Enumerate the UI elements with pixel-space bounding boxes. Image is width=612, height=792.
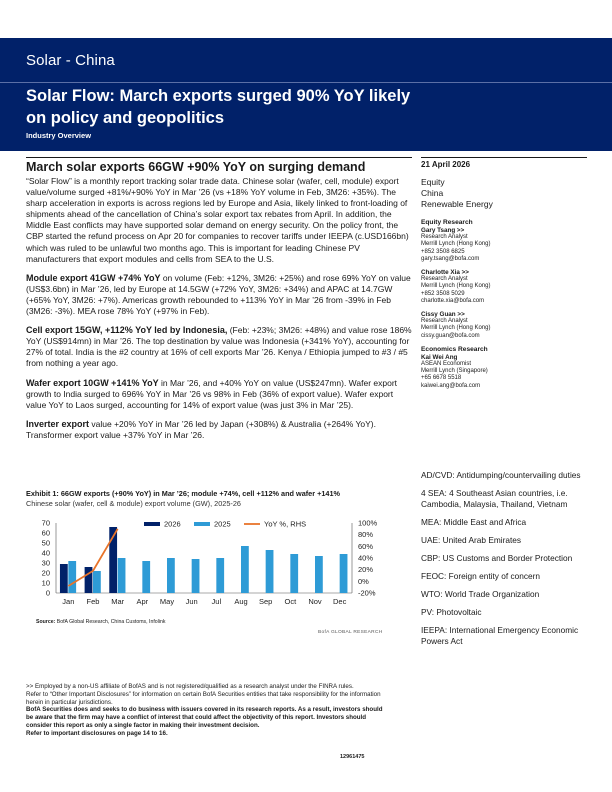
definition-item: AD/CVD: Antidumping/countervailing duties — [421, 470, 581, 480]
bar-2025 — [340, 554, 348, 593]
analyst-email[interactable]: gary.tsang@bofa.com — [421, 255, 480, 262]
report-title: Solar Flow: March exports surged 90% YoY likely on policy and geopolitics — [26, 87, 411, 127]
y-left-tick-label: 40 — [41, 548, 50, 558]
economist-email[interactable]: kaiwei.ang@bofa.com — [421, 382, 481, 389]
inverter-paragraph — [26, 419, 412, 441]
main-divider — [26, 157, 412, 158]
y-left-tick-label: 0 — [45, 588, 50, 598]
y-right-tick-label: 40% — [358, 553, 374, 563]
economist-firm: Merrill Lynch (Singapore) — [421, 368, 488, 375]
exhibit-subtitle: Chinese solar (wafer, cell & module) export volume (GW), 2025-26 — [26, 499, 241, 508]
export-volume-chart — [26, 515, 412, 619]
analyst-role: Research Analyst — [421, 234, 468, 241]
exhibit-source — [36, 619, 165, 625]
legend-label: 2025 — [214, 519, 231, 529]
sector-label: Solar - China — [26, 52, 115, 69]
bar-2026 — [60, 564, 68, 593]
analyst-name: Cissy Guan >> — [421, 311, 465, 319]
main-column — [26, 160, 412, 449]
y-right-tick-label: -20% — [358, 588, 376, 598]
definition-item: PV: Photovoltaic — [421, 607, 482, 617]
economist-role: ASEAN Economist — [421, 361, 472, 368]
analyst-card — [421, 269, 587, 305]
analyst-card — [421, 227, 587, 263]
definition-item: UAE: United Arab Emirates — [421, 535, 522, 545]
analyst-email[interactable]: charlotte.xia@bofa.com — [421, 297, 485, 304]
category-item: Equity — [421, 177, 445, 187]
analyst-role: Research Analyst — [421, 276, 468, 283]
x-tick-label: Apr — [136, 597, 149, 606]
definition-item: CBP: US Customs and Border Protection — [421, 553, 573, 563]
footer-affiliate-note: >> Employed by a non-US affiliate of BofAS and is not registered/qualified as a research analyst under the FINRA rules. — [26, 683, 354, 690]
definition-item: IEEPA: International Emergency Economic Powers Act — [421, 625, 579, 646]
y-right-tick-label: 100% — [358, 518, 378, 528]
definition-item: MEA: Middle East and Africa — [421, 517, 527, 527]
lead-heading: March solar exports 66GW +90% YoY on surging demand — [26, 160, 366, 174]
y-left-tick-label: 50 — [41, 538, 50, 548]
bar-2025 — [167, 558, 175, 593]
wafer-paragraph — [26, 378, 412, 411]
y-left-tick-label: 30 — [41, 558, 50, 568]
y-right-tick-label: 80% — [358, 530, 374, 540]
sidebar — [421, 160, 587, 396]
analyst-firm: Merrill Lynch (Hong Kong) — [421, 283, 491, 290]
wafer-text: in Mar ’26, and +40% YoY on value (US$247mn). Wafer export growth to India surged to 696% YoY in Mar ’26 vs 98% in Feb (36% of export value). Wafer export value YoY to Laos surged, accounting for 14% of export value (was just 3% in Mar ’25). — [26, 377, 398, 410]
x-tick-label: Oct — [284, 597, 297, 606]
x-tick-label: Feb — [86, 597, 100, 606]
analyst-firm: Merrill Lynch (Hong Kong) — [421, 325, 491, 332]
bar-2025 — [93, 571, 101, 593]
legend-label: YoY %, RHS — [264, 519, 307, 529]
category-list — [421, 177, 587, 210]
legend-swatch-2026 — [144, 522, 160, 526]
analyst-card — [421, 311, 587, 340]
analyst-firm: Merrill Lynch (Hong Kong) — [421, 241, 491, 248]
x-tick-label: Aug — [234, 597, 248, 606]
y-left-tick-label: 60 — [41, 528, 50, 538]
x-tick-label: Jun — [185, 597, 198, 606]
module-paragraph — [26, 273, 412, 317]
x-tick-label: May — [159, 597, 175, 606]
bar-2025 — [192, 559, 200, 593]
inverter-lead: Inverter export — [26, 418, 90, 429]
analyst-name: Charlotte Xia >> — [421, 269, 469, 277]
exhibit-brand: BofA GLOBAL RESEARCH — [318, 630, 383, 635]
footer-disclosure-ref[interactable]: Refer to important disclosures on page 14 to 16. — [26, 729, 168, 737]
analyst-phone: +852 3508 5029 — [421, 290, 465, 297]
footer-entities-note: Refer to “Other Important Disclosures” for information on certain BofA Securities entities that take responsibility for the information herein in particular jurisdictions. — [26, 690, 381, 706]
y-left-tick-label: 20 — [41, 568, 50, 578]
bar-2025 — [290, 554, 298, 593]
footer-disclosures — [26, 683, 386, 738]
y-right-tick-label: 60% — [358, 541, 374, 551]
banner-divider — [0, 82, 612, 83]
report-date: 21 April 2026 — [421, 160, 471, 169]
y-right-tick-label: 0% — [358, 576, 369, 586]
footer-conflict-note: BofA Securities does and seeks to do business with issuers covered in its research reports. As a result, investors should be aware that the firm may have a conflict of interest that could affect the objectivity of this report. Investors should consider this report as only a single factor in making their investment decision. — [26, 706, 383, 729]
analyst-phone: +852 3508 6825 — [421, 248, 465, 255]
definition-item: WTO: World Trade Organization — [421, 589, 540, 599]
analyst-role: Research Analyst — [421, 318, 468, 325]
legend-swatch-2025 — [194, 522, 210, 526]
source-label: Source: — [36, 619, 56, 625]
header-banner — [0, 38, 612, 151]
cell-text: (Feb: +23%; 3M26: +48%) and value rose 186% YoY (US$914mn) in Mar ’26. The top destination by value was Indonesia (+341% YoY), accounting for 27% of total. India is the #2 country at 16% of cell exports Mar ’26. Kenya / Ethiopia jumped to #3 / #5 from nothing a year ago. — [26, 325, 412, 369]
module-text: on volume (Feb: +12%, 3M26: +25%) and rose 69% YoY on value (US$3.6bn) in Mar ’26, led by Europe at 14.5GW (+72% YoY, 3M26: +34%) and APAC at 14.7GW (+65% YoY, 3M26: +7%). Americas growth rebounded to +113% YoY in Mar ’26 from -39% in Feb (3M26: -3%). MEA rose 78% YoY (+97% in Feb). — [26, 272, 411, 317]
exhibit-1 — [26, 489, 412, 635]
bar-2025 — [68, 561, 76, 593]
report-type: Industry Overview — [26, 131, 92, 140]
y-left-tick-label: 10 — [41, 578, 50, 588]
economist-name: Kai Wei Ang — [421, 353, 458, 361]
x-tick-label: Nov — [308, 597, 322, 606]
source-text: BofA Global Research, China Customs, Infolink — [55, 619, 166, 625]
module-lead: Module export 41GW +74% YoY — [26, 272, 161, 283]
x-tick-label: Dec — [332, 597, 347, 606]
x-tick-label: Sep — [258, 597, 273, 606]
legend-label: 2026 — [164, 519, 181, 529]
exhibit-title: Exhibit 1: 66GW exports (+90% YoY) in Mar ’26; module +74%, cell +112% and wafer +141% — [26, 489, 341, 498]
economist-phone: +65 6678 5518 — [421, 375, 462, 382]
bar-2025 — [315, 556, 323, 593]
bar-2025 — [142, 561, 150, 593]
document-code: 12961475 — [340, 754, 365, 760]
cell-lead: Cell export 15GW, +112% YoY led by Indonesia, — [26, 325, 228, 336]
category-item: China — [421, 188, 444, 198]
x-tick-label: Jul — [211, 597, 222, 606]
sidebar-divider — [421, 157, 587, 158]
cell-paragraph — [26, 325, 412, 369]
inverter-text: value +20% YoY in Mar ’26 led by Japan (+308%) & Australia (+264% YoY). Transformer export value +37% YoY in Mar ’26. — [26, 418, 376, 440]
wafer-lead: Wafer export 10GW +141% YoY — [26, 377, 159, 388]
analyst-name: Gary Tsang >> — [421, 227, 465, 234]
economist-card — [421, 354, 587, 390]
lead-paragraph: “Solar Flow” is a monthly report tracking solar trade data. Chinese solar (wafer, cell, module) export value/volume surged +81%/+90% YoY in Mar ’26 (vs +18% YoY volume in Feb, 3M26: +35%). The sharp acceleration in exports is across regions led by Europe and Asia, likely linked to front-loading of shipments ahead of the cancellation of China’s solar export tax rebates from April. In addition, the Middle East conflicts may have supported solar demand on energy security. On the policy front, the CBP started the refund process on Apr 20 for companies to recover tariffs under IEEPA (c.USD166bn) which was ruled to be unlawful two months ago. This is important for leading Chinese PV manufacturers that export modules and cells from SEA to the U.S. — [26, 176, 409, 264]
x-tick-label: Jan — [62, 597, 75, 606]
economics-research-heading: Economics Research — [421, 345, 488, 353]
bar-2025 — [216, 558, 224, 593]
equity-research-heading: Equity Research — [421, 219, 473, 226]
definition-item: FEOC: Foreign entity of concern — [421, 571, 540, 581]
definition-item: 4 SEA: 4 Southeast Asian countries, i.e. Cambodia, Malaysia, Thailand, Vietnam — [421, 488, 568, 509]
definitions-list — [421, 470, 587, 654]
bar-2025 — [266, 550, 274, 593]
x-tick-label: Mar — [111, 597, 125, 606]
analyst-email[interactable]: cissy.guan@bofa.com — [421, 332, 480, 339]
y-left-tick-label: 70 — [41, 518, 50, 528]
category-item: Renewable Energy — [421, 199, 493, 209]
y-right-tick-label: 20% — [358, 565, 374, 575]
bar-2025 — [241, 546, 249, 593]
bar-2025 — [118, 558, 126, 593]
